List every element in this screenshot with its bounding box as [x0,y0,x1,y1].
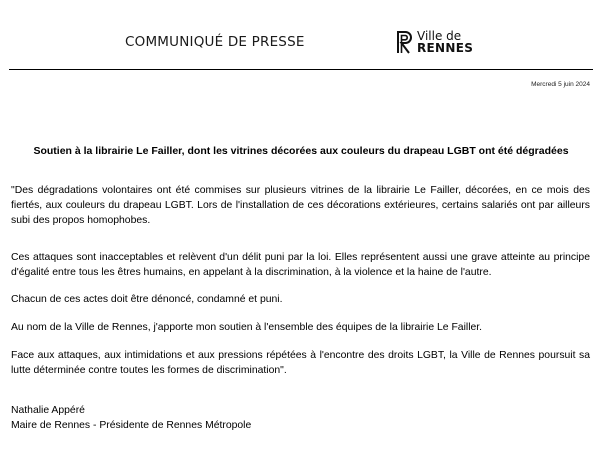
ville-de-rennes-logo [396,29,486,57]
paragraph-2: Ces attaques sont inacceptables et relèvent d'un délit puni par la loi. Elles représentent aussi une grave atteinte au principe d'égalité entre tous les êtres humains, en appelant à la discrimination, à la violence et la haine de l'autre. [11,252,590,278]
release-date: Mercredi 5 juin 2024 [531,81,590,88]
headline: Soutien à la librairie Le Failler, dont les vitrines décorées aux couleurs du drapeau LGBT ont été dégradées [33,145,569,157]
rennes-r-icon [396,30,414,54]
paragraph-4: Au nom de la Ville de Rennes, j'apporte mon soutien à l'ensemble des équipes de la librairie Le Failler. [11,322,483,333]
press-release-header [0,0,602,70]
logo-line1: Ville de [417,29,462,43]
signatory-role: Maire de Rennes - Présidente de Rennes Métropole [11,420,252,431]
logo-line2: RENNES [417,41,474,55]
document-type-title: COMMUNIQUÉ DE PRESSE [125,34,305,50]
signature-block [11,403,251,433]
header-divider [9,69,593,70]
paragraph-3: Chacun de ces actes doit être dénoncé, condamné et puni. [11,294,283,305]
paragraph-5: Face aux attaques, aux intimidations et aux pressions répétées à l'encontre des droits LGBT, la Ville de Rennes poursuit sa lutte déterminée contre toutes les formes de discrimination". [11,350,590,376]
logo-wordmark [417,30,473,54]
paragraph-1: "Des dégradations volontaires ont été commises sur plusieurs vitrines de la librairie Le Failler, décorées, en ce mois des fiertés, aux couleurs du drapeau LGBT. Lors de l'installation de ces décorations extérieures, certains salariés ont par ailleurs subi des propos homophobes. [11,185,590,226]
signatory-name: Nathalie Appéré [11,405,85,416]
